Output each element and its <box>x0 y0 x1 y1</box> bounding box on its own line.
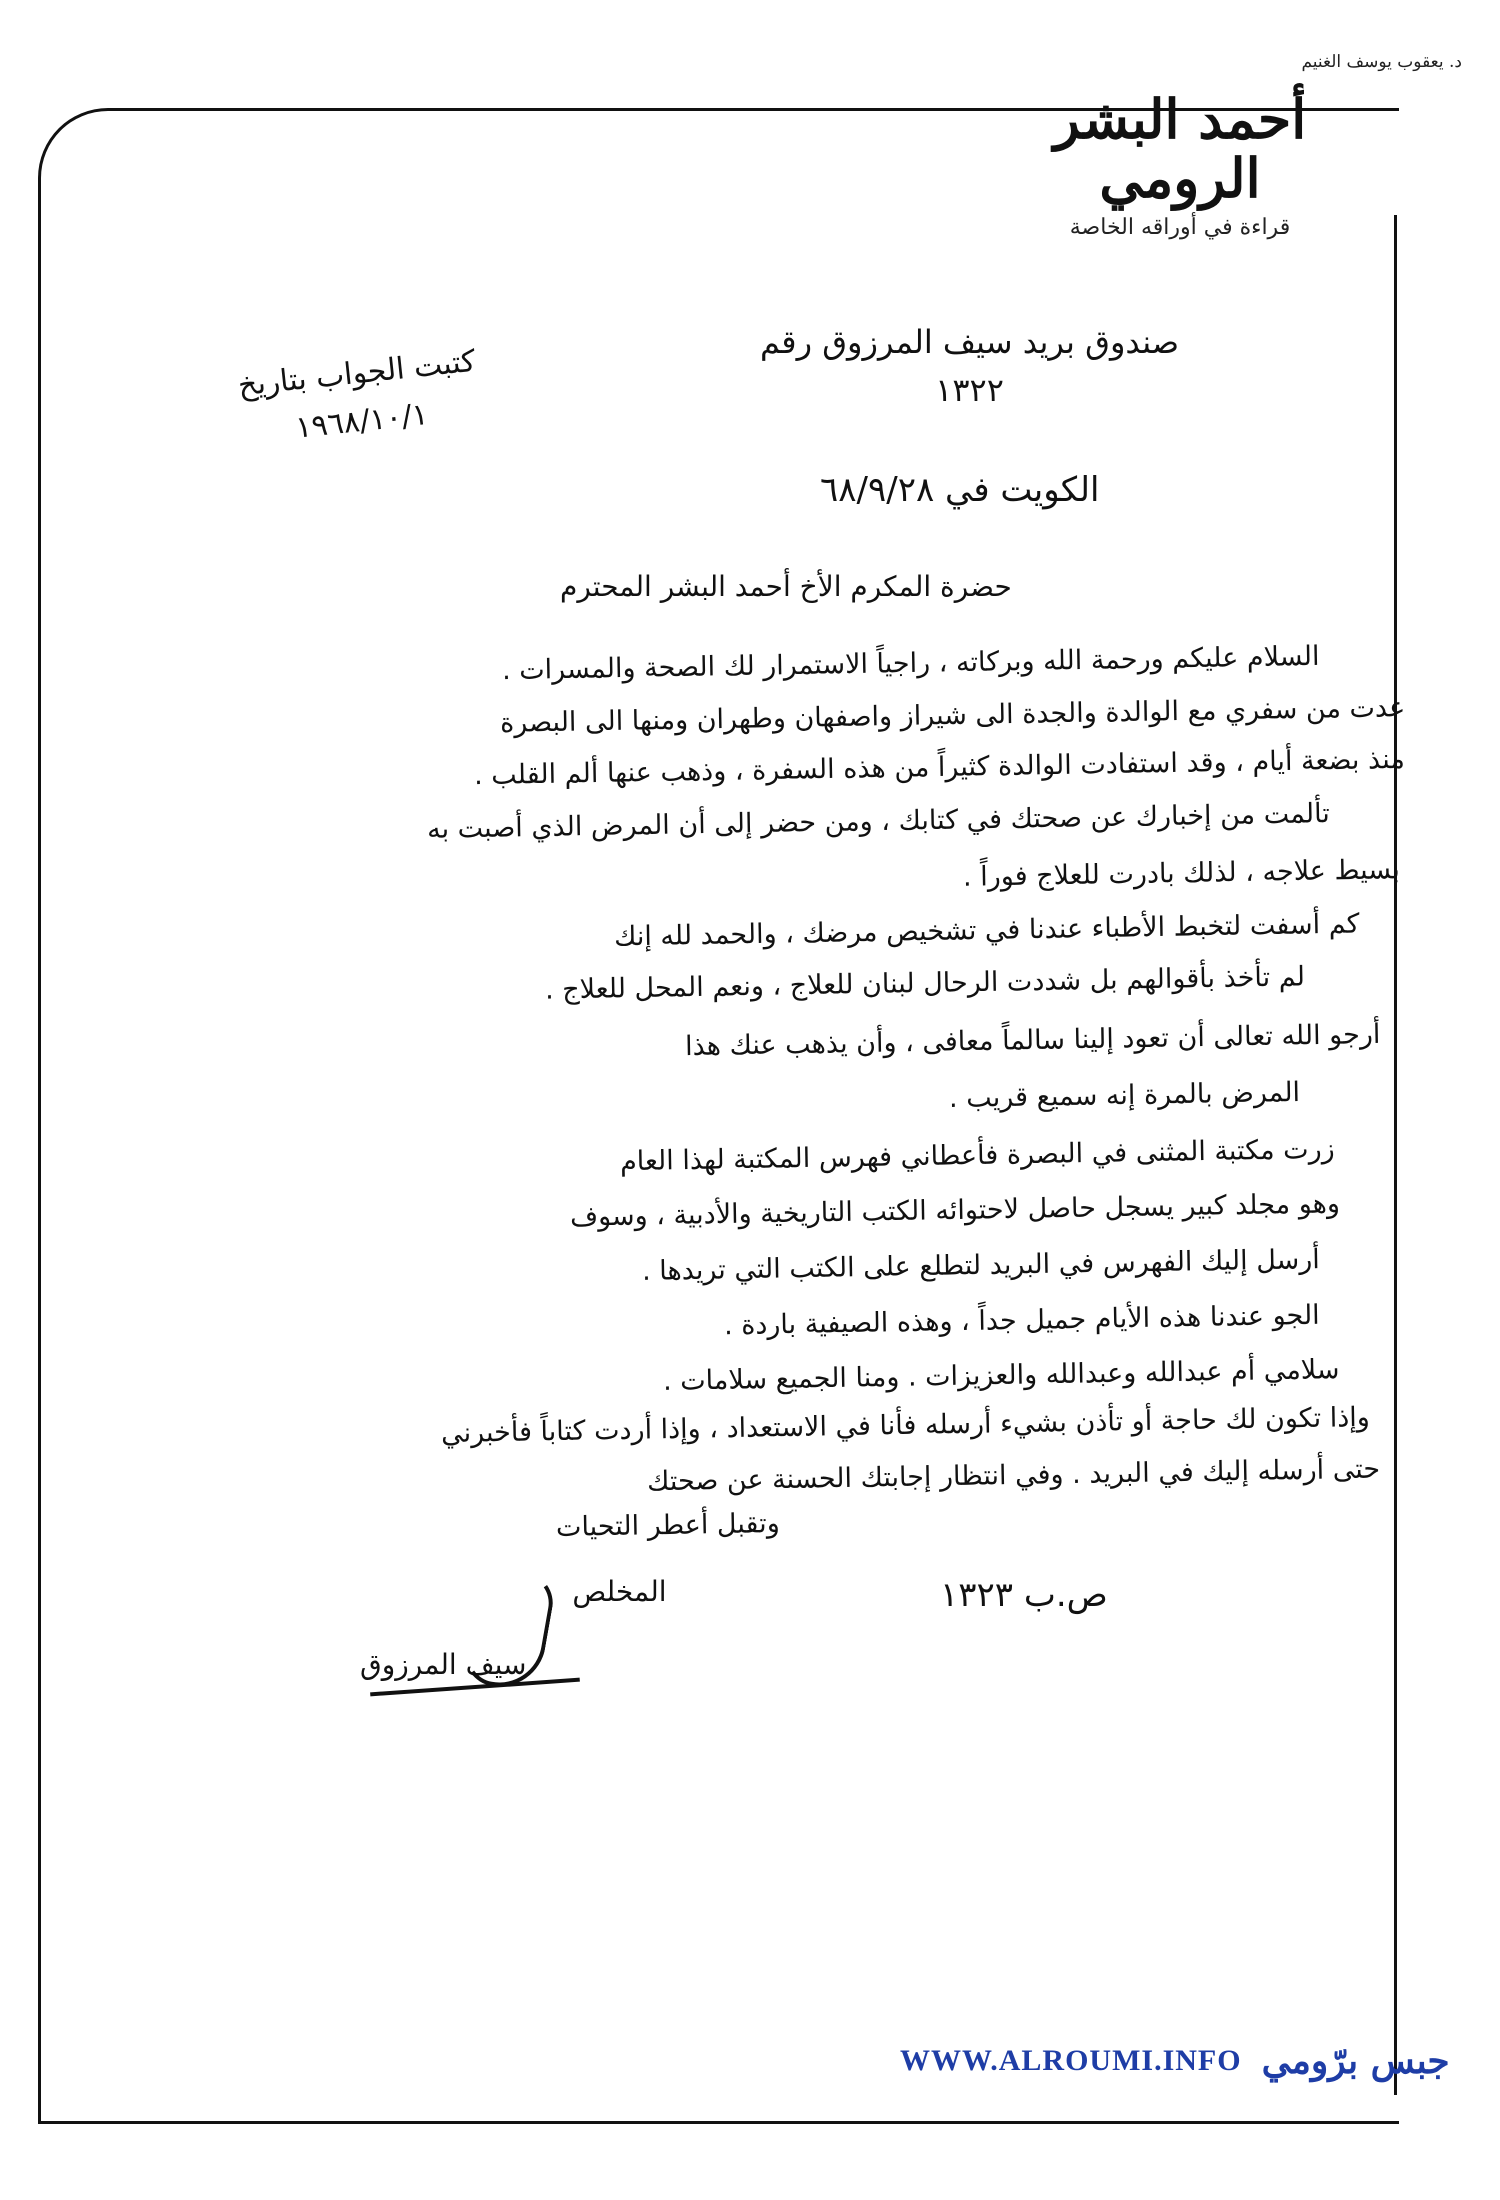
po-box: ص.ب ١٣٢٣ <box>940 1575 1108 1615</box>
reply-note-date: ١٩٦٨/١٠/١ <box>293 397 430 446</box>
letter-line: بسيط علاجه ، لذلك بادرت للعلاج فوراً . <box>962 854 1401 893</box>
letter-line: زرت مكتبة المثنى في البصرة فأعطاني فهرس المكتبة لهذا العام <box>620 1133 1336 1178</box>
letter-address <box>760 318 1179 414</box>
page-frame-right-rule <box>1394 215 1397 2095</box>
letter-salutation: حضرة المكرم الأخ أحمد البشر المحترم <box>560 570 1012 603</box>
letter-line: أرسل إليك الفهرس في البريد لتطلع على الكتب التي تريدها . <box>641 1244 1321 1287</box>
letter-line: منذ بضعة أيام ، وقد استفادت الوالدة كثيراً من هذه السفرة ، وذهب عنها ألم القلب . <box>473 743 1406 792</box>
footer-brand-bar <box>900 2040 1450 2082</box>
book-title-logo <box>970 87 1390 240</box>
letter-line: تألمت من إخبارك عن صحتك في كتابك ، ومن حضر إلى أن المرض الذي أصبت به <box>426 798 1331 845</box>
letter-line: حتى أرسله إليك في البريد . وفي انتظار إجابتك الحسنة عن صحتك <box>646 1453 1381 1498</box>
letter-line: وهو مجلد كبير يسجل حاصل لاحتوائه الكتب التاريخية والأدبية ، وسوف <box>569 1188 1341 1233</box>
letter-line: عدت من سفري مع الوالدة والجدة الى شيراز واصفهان وطهران ومنها الى البصرة <box>499 692 1406 739</box>
book-author: د. يعقوب يوسف الغنيم <box>1301 52 1462 72</box>
letter-date: الكويت في ٦٨/٩/٢٨ <box>820 470 1100 510</box>
signature-name: سيف المرزوق <box>360 1648 527 1681</box>
book-title: أحمد البشر الرومي <box>1053 87 1307 211</box>
letter-line: الجو عندنا هذه الأيام جميل جداً ، وهذه الصيفية باردة . <box>724 1299 1321 1342</box>
letter-line: كم أسفت لتخبط الأطباء عندنا في تشخيص مرضك ، والحمد لله إنك <box>614 908 1361 953</box>
address-box-number: ١٣٢٢ <box>935 371 1004 409</box>
letter-line: المرض بالمرة إنه سميع قريب . <box>948 1076 1301 1115</box>
letter-line: السلام عليكم ورحمة الله وبركاته ، راجياً الاستمرار لك الصحة والمسرات . <box>502 640 1321 687</box>
letter-line: لم تأخذ بأقوالهم بل شددت الرحال لبنان للعلاج ، ونعم المحل للعلاج . <box>544 961 1306 1006</box>
letter-line: أرجو الله تعالى أن تعود إلينا سالماً معافى ، وأن يذهب عنك هذا <box>684 1018 1381 1063</box>
reply-note-text: كتبت الجواب بتاريخ <box>236 343 478 404</box>
letter-line: سلامي أم عبدالله وعبدالله والعزيزات . ومنا الجميع سلامات . <box>663 1354 1341 1397</box>
website-url[interactable]: WWW.ALROUMI.INFO <box>900 2044 1242 2077</box>
address-line: صندوق بريد سيف المرزوق رقم <box>760 323 1180 361</box>
letter-line: وتقبل أعطر التحيات <box>556 1508 781 1543</box>
site-brand: جبس برّومي <box>1261 2040 1450 2082</box>
letter-line: وإذا تكون لك حاجة أو تأذن بشيء أرسله فأنا في الاستعداد ، وإذا أردت كتاباً فأخبرني <box>440 1401 1371 1450</box>
closing-text: المخلص <box>572 1575 667 1608</box>
book-subtitle: قراءة في أوراقه الخاصة <box>1069 214 1291 240</box>
